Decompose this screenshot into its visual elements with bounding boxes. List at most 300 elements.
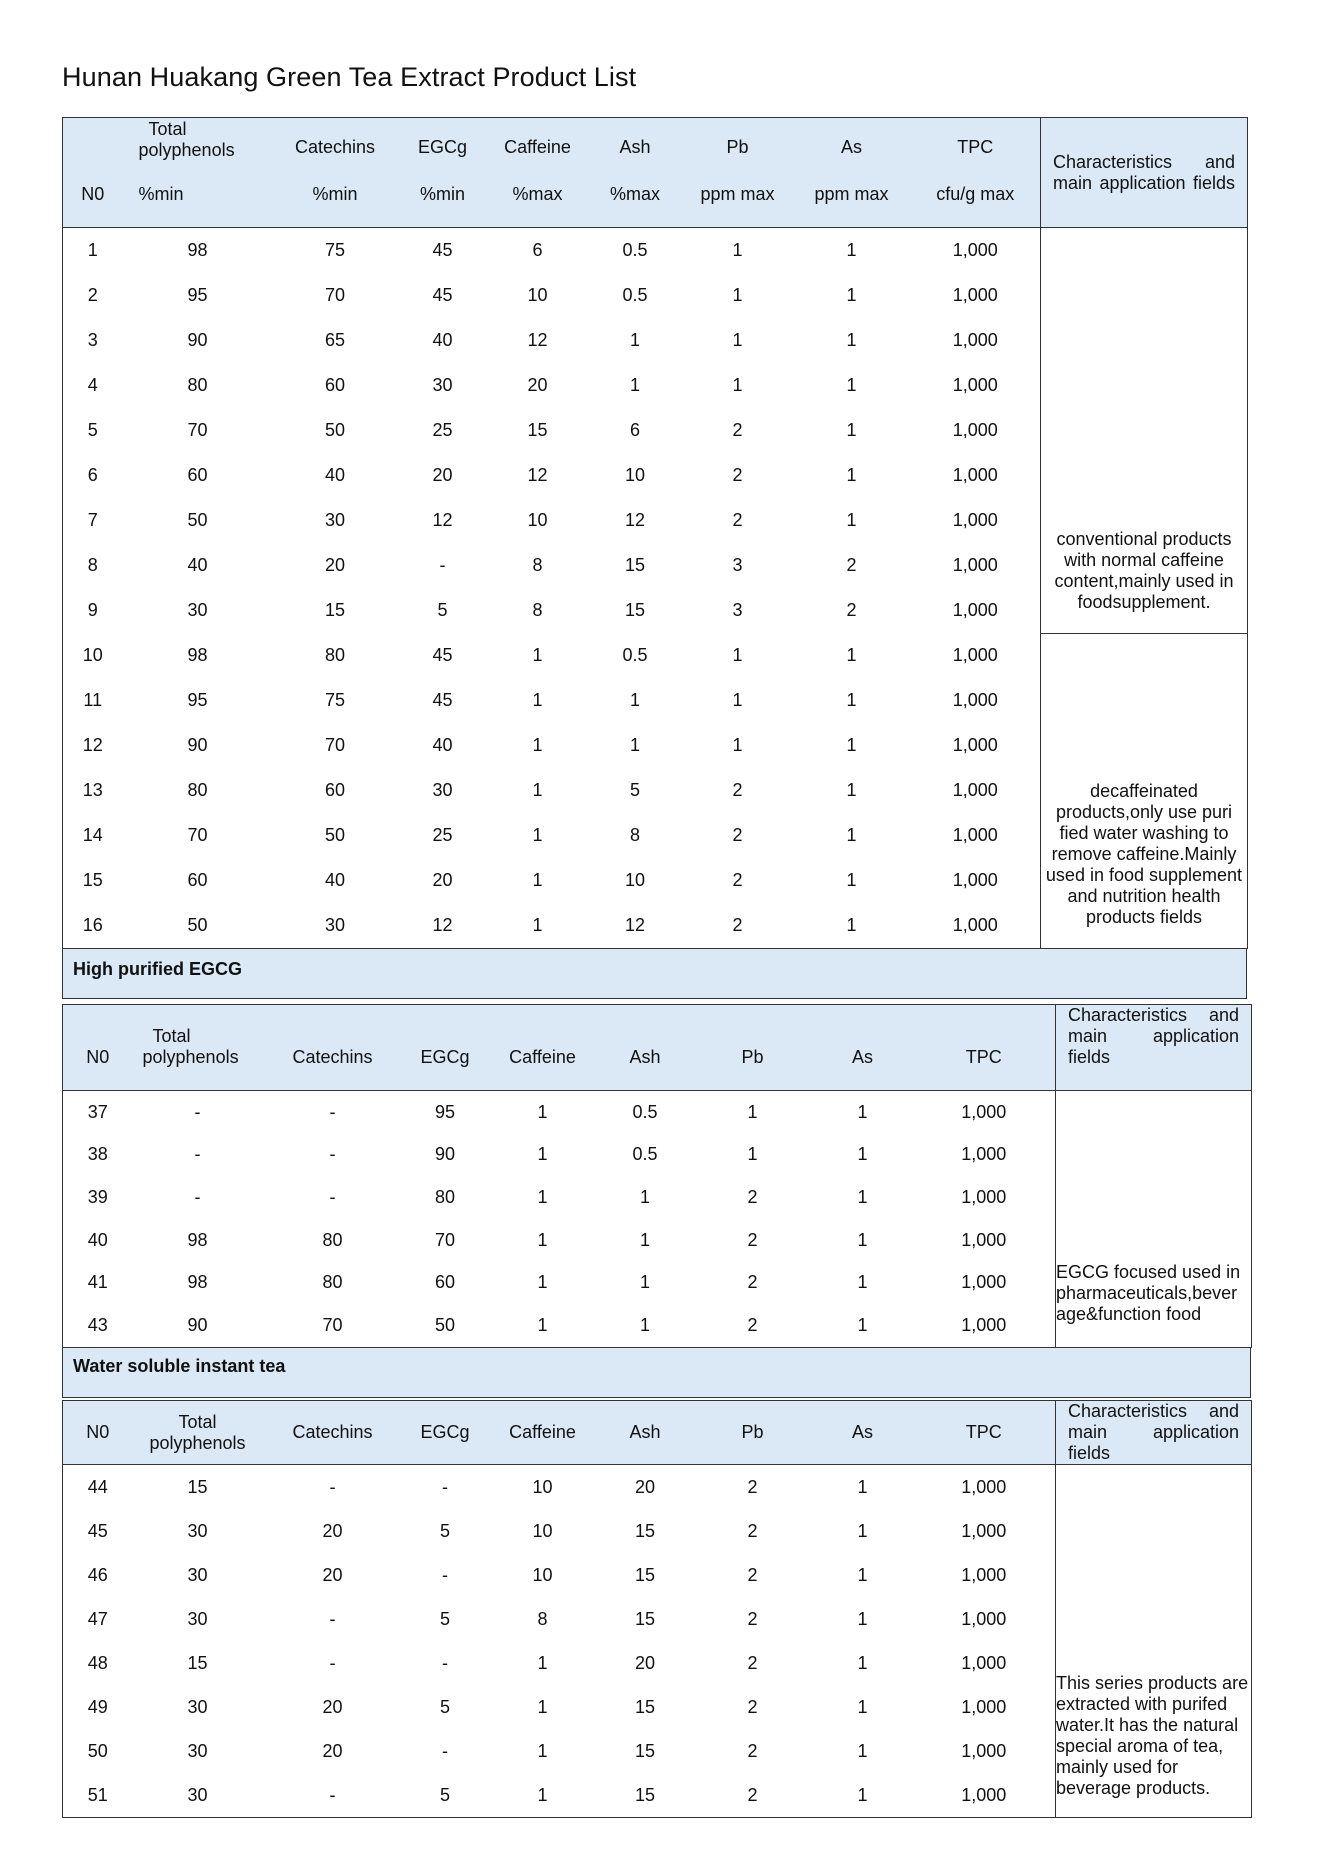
table-row [63, 1091, 1252, 1134]
cell-ash: 12 [624, 510, 646, 530]
cell-caffeine: 8 [537, 1608, 548, 1629]
cell-pb: 1 [732, 645, 743, 665]
cell-caffeine: 1 [532, 870, 543, 890]
unit-catechins: %min [273, 162, 398, 228]
cell-no: 8 [87, 555, 98, 575]
page-title: Hunan Huakang Green Tea Extract Product List [62, 62, 637, 92]
cell-egcg: - [442, 1740, 448, 1761]
cell-tpc: 1,000 [952, 375, 998, 395]
header-no: N0 [63, 1005, 133, 1091]
cell-tpc: 1,000 [952, 645, 998, 665]
description-instant-tea: This series products are extracted with purifed water.It has the natural special aroma of tea, mainly used for beverage products. [1056, 1465, 1252, 1818]
cell-catechins: 20 [322, 1740, 343, 1761]
cell-caffeine: 1 [537, 1229, 548, 1250]
unit-egcg: %min [398, 162, 488, 228]
header-pb: Pb [683, 118, 793, 162]
cell-egcg: 20 [432, 465, 453, 485]
cell-as: 1 [857, 1564, 868, 1585]
cell-caffeine: 1 [537, 1186, 548, 1207]
cell-no: 3 [87, 330, 98, 350]
cell-total-polyphenols: 30 [187, 1696, 208, 1717]
cell-no: 40 [87, 1229, 108, 1250]
header-egcg: EGCg [403, 1005, 488, 1091]
cell-pb: 2 [747, 1784, 758, 1805]
header-as: As [813, 1401, 913, 1465]
cell-ash: 15 [634, 1696, 656, 1717]
cell-catechins: 60 [324, 375, 346, 395]
cell-total-polyphenols: 30 [187, 1740, 208, 1761]
cell-egcg: 25 [432, 420, 453, 440]
header-catechins: Catechins [273, 118, 398, 162]
cell-egcg: 5 [439, 1784, 450, 1805]
cell-pb: 2 [747, 1608, 758, 1629]
cell-as: 1 [846, 330, 857, 350]
header-polyphenols: polyphenols [149, 1432, 246, 1453]
cell-no: 37 [87, 1101, 108, 1122]
cell-pb: 2 [747, 1314, 758, 1335]
cell-egcg: 45 [432, 645, 453, 665]
cell-catechins: 20 [324, 555, 346, 575]
cell-caffeine: 10 [527, 510, 548, 530]
cell-tpc: 1,000 [961, 1272, 1007, 1293]
cell-no: 46 [87, 1564, 108, 1585]
cell-total-polyphenols: 70 [187, 825, 208, 845]
cell-caffeine: 1 [532, 735, 543, 755]
cell-tpc: 1,000 [961, 1608, 1007, 1629]
cell-ash: 1 [629, 735, 640, 755]
cell-no: 43 [87, 1314, 108, 1335]
cell-total-polyphenols: 30 [187, 1520, 208, 1541]
cell-as: 1 [857, 1144, 868, 1165]
cell-total-polyphenols: 90 [187, 735, 208, 755]
section-high-purified-egcg [62, 1004, 1252, 1398]
cell-pb: 1 [732, 690, 743, 710]
cell-as: 1 [846, 780, 857, 800]
cell-tpc: 1,000 [952, 870, 998, 890]
cell-ash: 1 [639, 1272, 650, 1293]
cell-total-polyphenols: 98 [187, 645, 208, 665]
cell-tpc: 1,000 [952, 555, 998, 575]
cell-ash: 15 [634, 1740, 656, 1761]
cell-pb: 1 [732, 330, 743, 350]
cell-total-polyphenols: 30 [187, 600, 208, 620]
cell-total-polyphenols: 50 [187, 915, 208, 935]
cell-tpc: 1,000 [952, 825, 998, 845]
header-total-polyphenols [123, 118, 273, 162]
cell-catechins: - [329, 1652, 336, 1673]
cell-caffeine: 12 [527, 330, 548, 350]
cell-catechins: - [329, 1608, 336, 1629]
cell-pb: 1 [732, 240, 743, 260]
header-tpc: TPC [913, 1401, 1056, 1465]
header-total-polyphenols [133, 1401, 263, 1465]
description-conventional: conventional products with normal caffeine content,mainly used in foodsupplement. [1041, 228, 1248, 634]
cell-catechins: 20 [322, 1520, 343, 1541]
cell-total-polyphenols: 95 [187, 285, 208, 305]
cell-tpc: 1,000 [961, 1784, 1007, 1805]
cell-egcg: - [442, 1652, 448, 1673]
header-as: As [793, 118, 911, 162]
header-polyphenols: polyphenols [142, 1047, 239, 1067]
cell-pb: 1 [732, 285, 743, 305]
cell-pb: 1 [747, 1101, 758, 1122]
cell-caffeine: 10 [532, 1476, 553, 1497]
cell-tpc: 1,000 [952, 510, 998, 530]
cell-as: 1 [857, 1784, 868, 1805]
cell-total-polyphenols: 30 [187, 1784, 208, 1805]
cell-caffeine: 1 [532, 690, 543, 710]
cell-tpc: 1,000 [961, 1740, 1007, 1761]
cell-tpc: 1,000 [961, 1476, 1007, 1497]
cell-as: 2 [846, 600, 857, 620]
cell-ash: 15 [624, 600, 646, 620]
cell-egcg: 25 [432, 825, 453, 845]
cell-catechins: 80 [324, 645, 346, 665]
product-table-2 [62, 1004, 1252, 1348]
cell-no: 48 [87, 1652, 108, 1673]
cell-caffeine: 1 [537, 1144, 548, 1165]
cell-pb: 2 [732, 780, 743, 800]
cell-pb: 2 [747, 1272, 758, 1293]
cell-egcg: 45 [432, 285, 453, 305]
cell-total-polyphenols: 40 [187, 555, 208, 575]
cell-as: 1 [846, 375, 857, 395]
cell-egcg: 5 [437, 600, 448, 620]
table-row [63, 228, 1248, 274]
cell-ash: 10 [624, 870, 646, 890]
cell-total-polyphenols: 90 [187, 1314, 208, 1335]
cell-tpc: 1,000 [952, 735, 998, 755]
cell-as: 1 [857, 1696, 868, 1717]
cell-caffeine: 1 [532, 645, 543, 665]
cell-total-polyphenols: 60 [187, 870, 208, 890]
cell-tpc: 1,000 [952, 600, 998, 620]
cell-egcg: - [442, 1564, 448, 1585]
cell-no: 12 [82, 735, 103, 755]
header-no: N0 [63, 162, 123, 228]
cell-ash: 1 [629, 330, 640, 350]
cell-egcg: - [442, 1476, 448, 1497]
header-polyphenols: polyphenols [138, 139, 235, 160]
cell-total-polyphenols: 98 [187, 240, 208, 260]
header-as: As [813, 1005, 913, 1091]
header-ash: Ash [588, 118, 683, 162]
cell-catechins: 75 [324, 690, 346, 710]
cell-tpc: 1,000 [961, 1314, 1007, 1335]
product-table-1 [62, 117, 1248, 949]
header-caffeine: Caffeine [488, 1401, 598, 1465]
cell-total-polyphenols: - [194, 1101, 201, 1122]
cell-caffeine: 1 [532, 780, 543, 800]
unit-caffeine: %max [488, 162, 588, 228]
cell-no: 41 [87, 1272, 108, 1293]
cell-tpc: 1,000 [952, 780, 998, 800]
header-row [63, 118, 1248, 162]
header-row-3 [63, 1401, 1252, 1465]
cell-tpc: 1,000 [952, 465, 998, 485]
cell-ash: 15 [634, 1564, 656, 1585]
cell-as: 1 [857, 1740, 868, 1761]
cell-no: 15 [82, 870, 103, 890]
section-standard-extracts [62, 117, 1248, 999]
cell-egcg: 30 [432, 375, 453, 395]
cell-ash: 15 [624, 555, 646, 575]
cell-caffeine: 15 [527, 420, 548, 440]
header-tpc: TPC [911, 118, 1041, 162]
cell-no: 47 [87, 1608, 108, 1629]
cell-no: 7 [87, 510, 98, 530]
cell-as: 1 [846, 645, 857, 665]
cell-ash: 8 [629, 825, 640, 845]
cell-pb: 2 [732, 420, 743, 440]
cell-total-polyphenols: 90 [187, 330, 208, 350]
cell-caffeine: 8 [532, 600, 543, 620]
cell-ash: 1 [629, 375, 640, 395]
cell-egcg: 70 [434, 1229, 456, 1250]
cell-ash: 6 [629, 420, 640, 440]
cell-pb: 2 [747, 1564, 758, 1585]
cell-ash: 0.5 [632, 1144, 658, 1165]
cell-no: 38 [87, 1144, 108, 1165]
cell-no: 49 [87, 1696, 108, 1717]
cell-total-polyphenols: 98 [187, 1229, 208, 1250]
cell-catechins: - [329, 1476, 336, 1497]
cell-pb: 1 [732, 375, 743, 395]
cell-caffeine: 1 [537, 1696, 548, 1717]
cell-egcg: - [439, 555, 446, 575]
cell-as: 1 [857, 1314, 868, 1335]
cell-pb: 2 [732, 465, 743, 485]
cell-ash: 0.5 [622, 240, 648, 260]
cell-pb: 2 [747, 1740, 758, 1761]
cell-catechins: 20 [322, 1564, 343, 1585]
cell-tpc: 1,000 [952, 330, 998, 350]
cell-no: 45 [87, 1520, 108, 1541]
cell-as: 1 [846, 240, 857, 260]
table-body-2 [63, 1091, 1252, 1348]
cell-ash: 1 [629, 690, 640, 710]
cell-as: 1 [857, 1229, 868, 1250]
cell-total-polyphenols: 98 [187, 1272, 208, 1293]
section-band-egcg: High purified EGCG [62, 949, 1247, 999]
header-catechins: Catechins [263, 1401, 403, 1465]
cell-pb: 1 [732, 735, 743, 755]
cell-caffeine: 1 [532, 915, 543, 935]
cell-tpc: 1,000 [952, 690, 998, 710]
cell-tpc: 1,000 [961, 1520, 1007, 1541]
cell-total-polyphenols: 50 [187, 510, 208, 530]
cell-catechins: - [329, 1186, 336, 1207]
cell-ash: 20 [634, 1652, 656, 1673]
cell-ash: 5 [629, 780, 640, 800]
header-tpc: TPC [913, 1005, 1056, 1091]
header-pb: Pb [693, 1401, 813, 1465]
cell-as: 1 [846, 870, 857, 890]
cell-caffeine: 10 [527, 285, 548, 305]
cell-egcg: 95 [434, 1101, 456, 1122]
cell-catechins: 50 [324, 825, 346, 845]
section-band-instant-tea: Water soluble instant tea [62, 1348, 1251, 1398]
cell-egcg: 5 [439, 1608, 450, 1629]
unit-tpc: cfu/g max [911, 162, 1041, 228]
cell-caffeine: 12 [527, 465, 548, 485]
cell-egcg: 12 [432, 915, 453, 935]
cell-tpc: 1,000 [961, 1101, 1007, 1122]
header-caffeine: Caffeine [488, 118, 588, 162]
cell-catechins: 70 [324, 285, 346, 305]
cell-as: 1 [846, 735, 857, 755]
cell-egcg: 5 [439, 1520, 450, 1541]
cell-no: 4 [87, 375, 98, 395]
cell-no: 14 [82, 825, 103, 845]
header-ash: Ash [598, 1005, 693, 1091]
cell-total-polyphenols: 30 [187, 1608, 208, 1629]
description-egcg: EGCG focused used in pharmaceuticals,bever age&function food [1056, 1091, 1252, 1348]
cell-no: 11 [83, 690, 103, 710]
header-caffeine: Caffeine [488, 1005, 598, 1091]
cell-caffeine: 1 [537, 1784, 548, 1805]
cell-catechins: 70 [324, 735, 346, 755]
cell-catechins: - [329, 1144, 336, 1165]
description-decaffeinated: decaffeinated products,only use puri fied water washing to remove caffeine.Mainly used in food supplement and nutrition health products fields [1041, 633, 1248, 949]
cell-no: 13 [82, 780, 103, 800]
header-characteristics: Characteristics and main application fields [1056, 1005, 1252, 1091]
header-total-polyphenols [133, 1005, 263, 1091]
cell-no: 16 [82, 915, 103, 935]
section-water-soluble-instant-tea [62, 1400, 1252, 1818]
header-ash: Ash [598, 1401, 693, 1465]
cell-as: 1 [846, 285, 857, 305]
cell-ash: 12 [624, 915, 646, 935]
cell-pb: 3 [732, 600, 743, 620]
cell-as: 1 [846, 825, 857, 845]
product-table-3 [62, 1400, 1252, 1818]
header-characteristics: Characteristics and main application fields [1041, 118, 1248, 228]
cell-pb: 1 [747, 1144, 758, 1165]
unit-pb: ppm max [683, 162, 793, 228]
header-no-blank [63, 118, 123, 162]
unit-ash: %max [588, 162, 683, 228]
cell-catechins: 50 [324, 420, 346, 440]
cell-egcg: 5 [439, 1696, 450, 1717]
cell-catechins: 40 [324, 870, 346, 890]
table-row [63, 633, 1248, 678]
cell-egcg: 20 [432, 870, 453, 890]
cell-as: 1 [857, 1101, 868, 1122]
unit-as: ppm max [793, 162, 911, 228]
cell-total-polyphenols: - [194, 1144, 201, 1165]
cell-catechins: 80 [322, 1229, 343, 1250]
cell-caffeine: 8 [532, 555, 543, 575]
cell-caffeine: 1 [532, 825, 543, 845]
cell-ash: 1 [639, 1314, 650, 1335]
header-total: Total [148, 118, 187, 139]
cell-no: 51 [87, 1784, 108, 1805]
cell-tpc: 1,000 [961, 1186, 1007, 1207]
cell-catechins: 20 [322, 1696, 343, 1717]
cell-no: 5 [87, 420, 98, 440]
cell-catechins: 60 [324, 780, 346, 800]
header-total: Total [178, 1411, 217, 1432]
cell-catechins: 70 [322, 1314, 343, 1335]
cell-total-polyphenols: 15 [187, 1476, 208, 1497]
cell-no: 1 [87, 240, 98, 260]
cell-egcg: 40 [432, 735, 453, 755]
cell-caffeine: 6 [532, 240, 543, 260]
cell-caffeine: 1 [537, 1272, 548, 1293]
cell-pb: 2 [732, 915, 743, 935]
cell-ash: 20 [634, 1476, 656, 1497]
cell-as: 1 [857, 1272, 868, 1293]
cell-catechins: 80 [322, 1272, 343, 1293]
cell-no: 44 [87, 1476, 108, 1497]
table-body-1 [63, 228, 1248, 949]
cell-egcg: 30 [432, 780, 453, 800]
cell-catechins: 65 [324, 330, 346, 350]
cell-pb: 2 [747, 1186, 758, 1207]
cell-ash: 1 [639, 1229, 650, 1250]
header-row-2 [63, 1005, 1252, 1091]
cell-no: 9 [87, 600, 98, 620]
cell-catechins: 75 [324, 240, 346, 260]
cell-no: 2 [87, 285, 98, 305]
cell-caffeine: 10 [532, 1564, 553, 1585]
cell-total-polyphenols: 70 [187, 420, 208, 440]
header-catechins: Catechins [263, 1005, 403, 1091]
cell-as: 1 [846, 915, 857, 935]
cell-catechins: - [329, 1101, 336, 1122]
header-no: N0 [63, 1401, 133, 1465]
header-pb: Pb [693, 1005, 813, 1091]
cell-catechins: 30 [324, 510, 346, 530]
cell-catechins: 30 [324, 915, 346, 935]
header-egcg: EGCg [403, 1401, 488, 1465]
cell-egcg: 12 [432, 510, 453, 530]
cell-catechins: 40 [324, 465, 346, 485]
cell-egcg: 40 [432, 330, 453, 350]
cell-egcg: 60 [434, 1272, 456, 1293]
cell-total-polyphenols: 60 [187, 465, 208, 485]
cell-egcg: 50 [434, 1314, 456, 1335]
cell-as: 1 [857, 1652, 868, 1673]
cell-total-polyphenols: 95 [187, 690, 208, 710]
cell-ash: 0.5 [632, 1101, 658, 1122]
cell-as: 1 [857, 1476, 868, 1497]
cell-ash: 0.5 [622, 285, 648, 305]
cell-ash: 0.5 [622, 645, 648, 665]
cell-tpc: 1,000 [952, 240, 998, 260]
cell-as: 1 [846, 420, 857, 440]
cell-catechins: - [329, 1784, 336, 1805]
cell-pb: 2 [747, 1476, 758, 1497]
header-total: Total [152, 1026, 191, 1046]
cell-ash: 15 [634, 1520, 656, 1541]
cell-caffeine: 1 [537, 1740, 548, 1761]
cell-pb: 2 [747, 1229, 758, 1250]
cell-caffeine: 20 [527, 375, 548, 395]
cell-total-polyphenols: 30 [187, 1564, 208, 1585]
cell-as: 1 [846, 690, 857, 710]
cell-caffeine: 1 [537, 1101, 548, 1122]
cell-total-polyphenols: 80 [187, 780, 208, 800]
cell-pb: 2 [732, 825, 743, 845]
header-egcg: EGCg [398, 118, 488, 162]
cell-total-polyphenols: 15 [187, 1652, 208, 1673]
cell-tpc: 1,000 [952, 420, 998, 440]
cell-as: 1 [857, 1520, 868, 1541]
cell-pb: 3 [732, 555, 743, 575]
table-row [63, 1465, 1252, 1510]
